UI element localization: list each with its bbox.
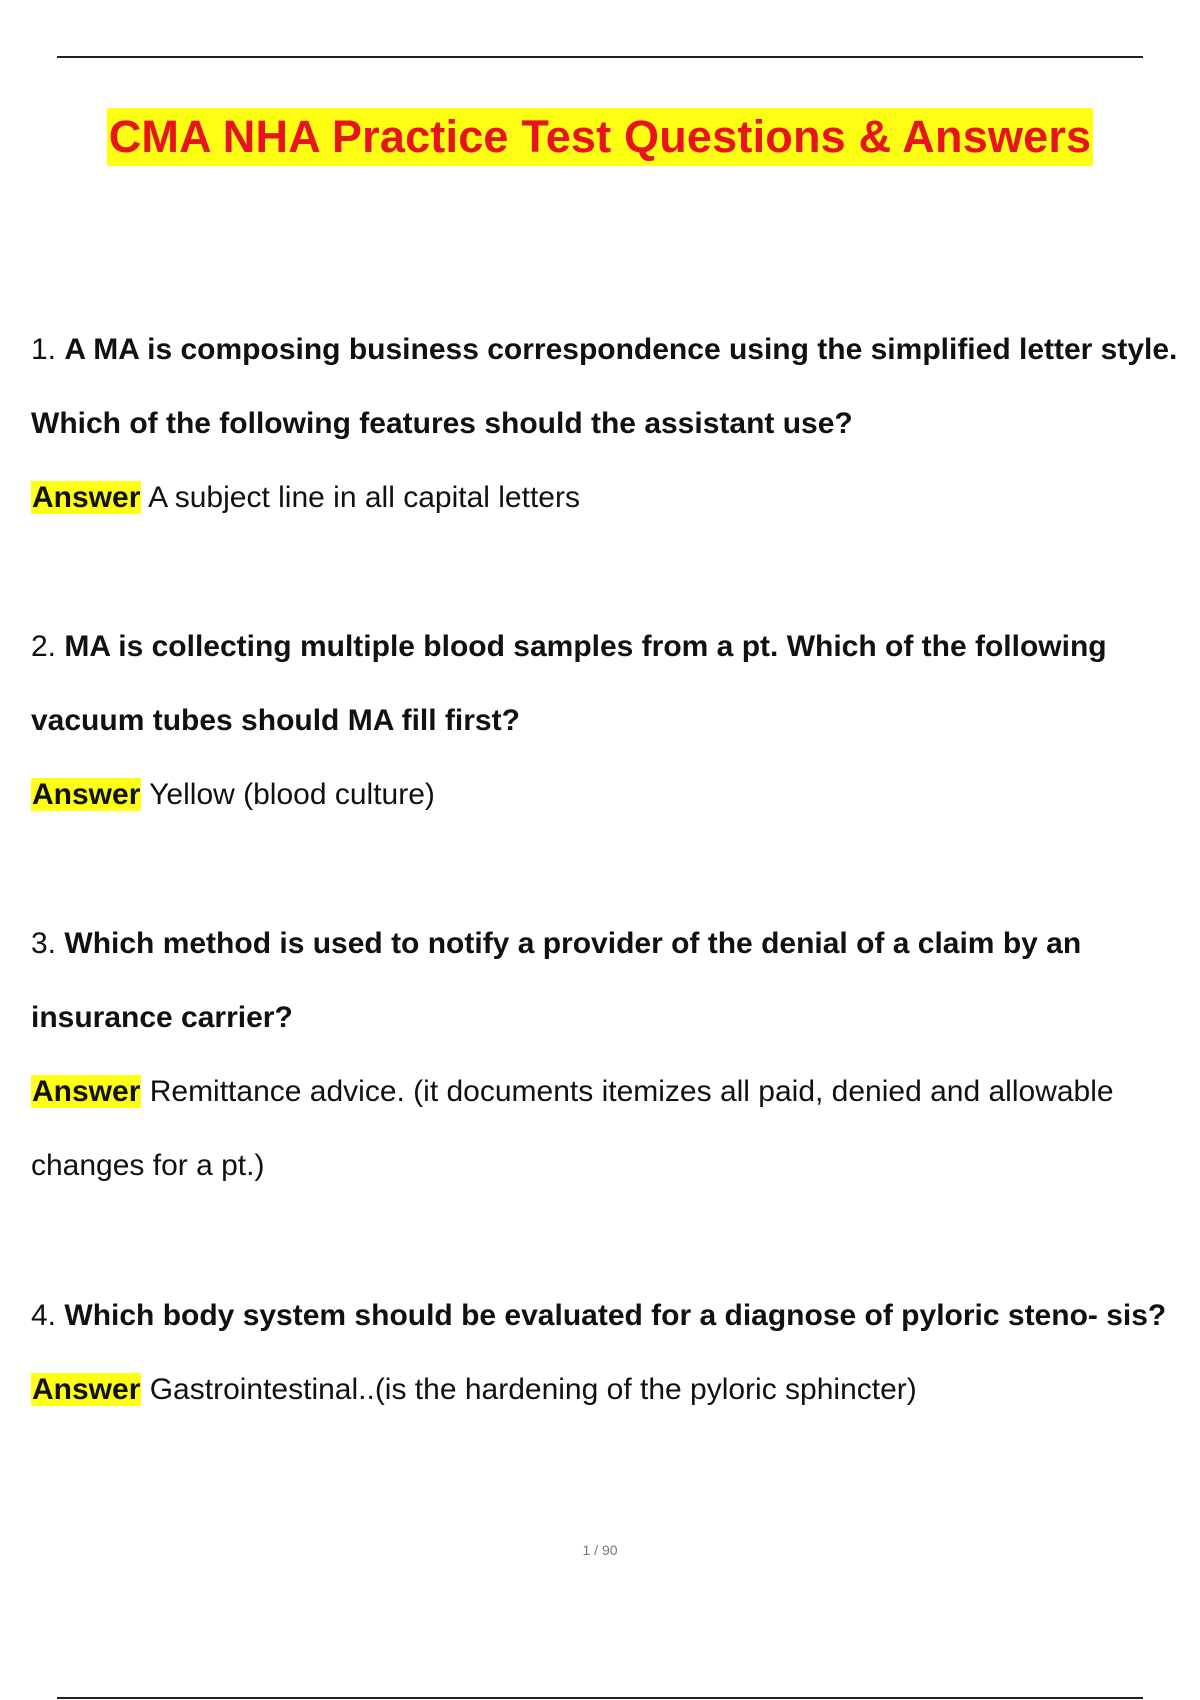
question-block: [31, 610, 1181, 832]
answer-line: [31, 758, 1181, 832]
answer-line: [31, 1353, 1181, 1427]
answer-text: Remittance advice. (it documents itemizes all paid, denied and allowable changes for a pt.): [31, 1075, 1114, 1182]
question-number: 2.: [31, 630, 57, 663]
top-divider: [57, 56, 1143, 58]
question-text: [31, 1279, 1181, 1353]
question-number: 3.: [31, 927, 57, 960]
answer-text: Gastrointestinal..(is the hardening of the pyloric sphincter): [149, 1373, 917, 1406]
question-block: [31, 313, 1181, 535]
answer-line: [31, 1055, 1181, 1203]
question-body: MA is collecting multiple blood samples from a pt. Which of the following vacuum tubes should MA fill first?: [31, 630, 1107, 737]
answer-label: Answer: [32, 1373, 141, 1406]
answer-text: Yellow (blood culture): [149, 778, 435, 811]
answer-text: A subject line in all capital letters: [148, 481, 580, 514]
question-number: 1.: [31, 333, 57, 366]
answer-label: Answer: [32, 778, 141, 811]
question-text: [31, 907, 1181, 1055]
question-body: Which method is used to notify a provider of the denial of a claim by an insurance carrier?: [31, 927, 1082, 1034]
question-body: Which body system should be evaluated for a diagnose of pyloric steno- sis?: [64, 1299, 1167, 1332]
bottom-divider: [57, 1697, 1143, 1699]
answer-line: [31, 461, 1181, 535]
document-title: CMA NHA Practice Test Questions & Answers: [107, 108, 1094, 166]
question-block: [31, 907, 1181, 1203]
page-number: 1 / 90: [582, 1542, 618, 1558]
question-number: 4.: [31, 1299, 57, 1332]
answer-label: Answer: [32, 1075, 141, 1108]
question-text: [31, 610, 1181, 758]
question-body: A MA is composing business correspondence using the simplified letter style. Which of the following features should the assistant use?: [31, 333, 1178, 440]
answer-label: Answer: [32, 481, 141, 514]
title-container: [0, 108, 1200, 166]
question-text: [31, 313, 1181, 461]
question-block: [31, 1279, 1181, 1427]
